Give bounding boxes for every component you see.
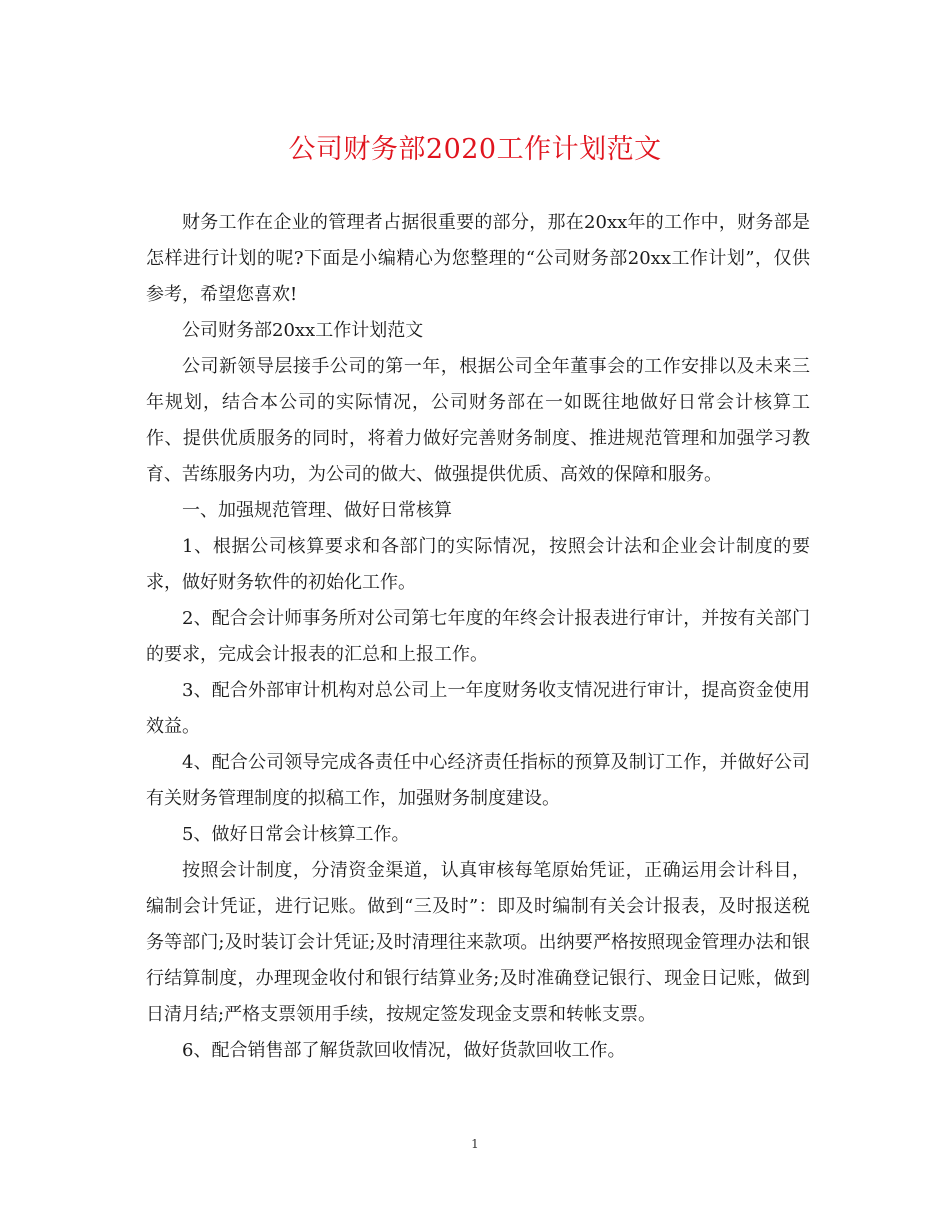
list-item-2: 2、配合会计师事务所对公司第七年度的年终会计报表进行审计，并按有关部门的要求，完成会计报表的汇总和上报工作。: [146, 608, 810, 665]
intro-paragraph: 财务工作在企业的管理者占据很重要的部分，那在20xx年的工作中，财务部是怎样进行计划的呢?下面是小编精心为您整理的“公司财务部20xx工作计划”，仅供参考，希望您喜欢!: [146, 212, 810, 305]
list-item-5: 5、做好日常会计核算工作。: [182, 824, 410, 845]
section-subtitle: 公司财务部20xx工作计划范文: [182, 320, 424, 341]
section-heading-1: 一、加强规范管理、做好日常核算: [182, 500, 452, 521]
list-item-4: 4、配合公司领导完成各责任中心经济责任指标的预算及制订工作，并做好公司有关财务管理制度的拟稿工作，加强财务制度建设。: [146, 752, 810, 809]
list-item-1: 1、根据公司核算要求和各部门的实际情况，按照会计法和企业会计制度的要求，做好财务软件的初始化工作。: [146, 536, 810, 593]
list-item-6: 6、配合销售部了解货款回收情况，做好货款回收工作。: [182, 1040, 626, 1061]
list-item-5-detail: 按照会计制度，分清资金渠道，认真审核每笔原始凭证，正确运用会计科目，编制会计凭证，进行记账。做到“三及时”：即及时编制有关会计报表，及时报送税务等部门;及时装订会计凭证;及时清理往来款项。出纳要严格按照现金管理办法和银行结算制度，办理现金收付和银行结算业务;及时准确登记银行、现金日记账，做到日清月结;严格支票领用手续，按规定签发现金支票和转帐支票。: [146, 860, 810, 1025]
page-number: 1: [471, 1137, 479, 1151]
document-title: 公司财务部2020工作计划范文: [288, 134, 662, 165]
overview-paragraph: 公司新领导层接手公司的第一年，根据公司全年董事会的工作安排以及未来三年规划，结合本公司的实际情况，公司财务部在一如既往地做好日常会计核算工作、提供优质服务的同时，将着力做好完善财务制度、推进规范管理和加强学习教育、苦练服务内功，为公司的做大、做强提供优质、高效的保障和服务。: [146, 356, 810, 485]
document-body: [146, 205, 810, 1069]
list-item-3: 3、配合外部审计机构对总公司上一年度财务收支情况进行审计，提高资金使用效益。: [146, 680, 810, 737]
